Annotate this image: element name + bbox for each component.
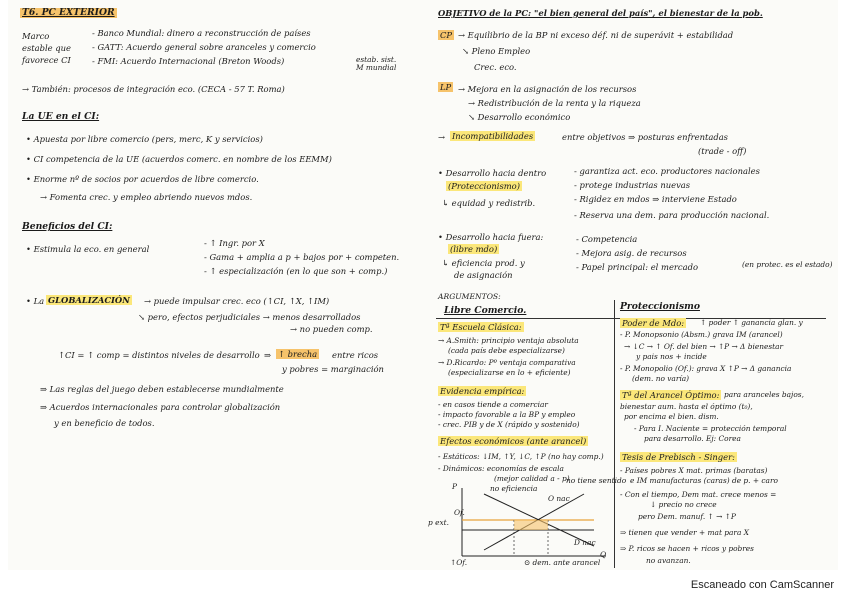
poder-item: ↑ poder ↑ ganancia glan. y xyxy=(700,318,803,327)
brecha-arrow: ⇒ xyxy=(264,350,272,360)
tambien-text: → También: procesos de integración eco. (CECA - 57 T. Roma) xyxy=(22,84,285,94)
lp-tag: LP xyxy=(440,82,452,92)
col-libre-comercio: Libre Comercio. xyxy=(444,305,527,316)
ue-item: • CI competencia de la UE (acuerdos comerc. en nombre de los EEMM) xyxy=(26,154,332,164)
efectos-item: (mejor calidad a - p) xyxy=(494,474,570,483)
tariff-graph xyxy=(444,484,612,566)
tesis-item: ↓ precio no crece xyxy=(650,500,717,509)
ci-formula: ↑CI = ↑ comp = distintos niveles de desarrollo xyxy=(58,350,260,360)
incompat-text: entre objetivos ⇒ posturas enfrentadas xyxy=(562,132,728,142)
tesis-item: ⇒ P. ricos se hacen + ricos y pobres xyxy=(620,544,754,553)
conclusion: y en beneficio de todos. xyxy=(54,418,155,428)
tradeoff: (trade - off) xyxy=(698,146,747,156)
pobres-text: y pobres = marginación xyxy=(282,364,384,374)
graph-label: no tiene sentido xyxy=(566,476,627,485)
ue-item: → Fomenta crec. y empleo abriendo nuevos mdos. xyxy=(40,192,253,202)
poder-item: - P. Monopsonio (Absm.) grava IM (arancel) xyxy=(620,330,783,339)
arancel-item: para desarrollo. Ej: Corea xyxy=(644,434,741,443)
fuera-box: (libre mdo) xyxy=(450,244,498,254)
left-page xyxy=(8,0,426,570)
objetivo-text: OBJETIVO de la PC: "el bien general del país", el bienestar de la pob. xyxy=(438,8,763,18)
escuela-item: (especializarse en lo + eficiente) xyxy=(448,368,571,377)
poder-item: → ↓C → ↑ Of. del bien → ↑P → Δ bienestar xyxy=(624,342,784,351)
dentro-item: - Reserva una dem. para producción nacional. xyxy=(574,210,770,220)
dentro-left: ↳ equidad y redistrib. xyxy=(442,198,536,208)
beneficios-item: - ↑ Ingr. por X xyxy=(204,238,265,248)
beneficios-item: - Gama + amplia a p + bajos por + competen. xyxy=(204,252,400,262)
ue-item: • Apuesta por libre comercio (pers, merc, K y servicios) xyxy=(26,134,263,144)
conclusion: ⇒ Las reglas del juego deben establecerse mundialmente xyxy=(40,384,284,394)
dentro-box: (Proteccionismo) xyxy=(448,181,520,191)
arancel-item: para aranceles bajos, xyxy=(724,390,804,399)
table-divider xyxy=(614,300,615,568)
marco-note: estab. sist. M mundial xyxy=(356,55,397,72)
escuela-item: → A.Smith: principio ventaja absoluta xyxy=(438,336,579,345)
glob-lead: • La xyxy=(26,296,45,306)
efectos-heading: Efectos económicos (ante arancel) xyxy=(440,436,587,446)
graph-label: O nac xyxy=(548,494,570,503)
graph-axis-p: P xyxy=(452,482,457,491)
tesis-heading: Tesis de Prebisch - Singer: xyxy=(622,452,735,462)
glob-sub: ↘ pero, efectos perjudiciales → menos desarrollados xyxy=(138,312,361,322)
marco-item: - FMI: Acuerdo Internacional (Breton Woods) xyxy=(92,56,285,66)
argumentos-label: ARGUMENTOS: xyxy=(438,292,501,301)
cp-tag: CP xyxy=(440,30,453,40)
efectos-item: - Dinámicos: economías de escala xyxy=(438,464,564,473)
fuera-note: (en protec. es el estado) xyxy=(742,260,833,269)
fuera-left: de asignación xyxy=(454,270,513,280)
right-page xyxy=(424,0,838,570)
cp-text: → Equilibrio de la BP ni exceso déf. ni de superávit + estabilidad xyxy=(458,30,734,40)
tesis-item: pero Dem. manuf. ↑ → ↑P xyxy=(638,512,736,521)
graph-label: p ext. xyxy=(428,518,449,527)
ue-item: • Enorme nº de socios por acuerdos de libre comercio. xyxy=(26,174,259,184)
brecha-term: ↑ brecha xyxy=(278,349,318,359)
dentro-item: - garantiza act. eco. productores nacionales xyxy=(574,166,760,176)
arancel-item: bienestar aum. hasta el óptimo (t₀), xyxy=(620,402,753,411)
incompatibilidades-term: Incompatibilidades xyxy=(452,131,534,141)
escuela-heading: Tª Escuela Clásica: xyxy=(440,322,522,332)
tesis-item: - Países pobres X mat. primas (baratas) xyxy=(620,466,768,475)
glob-sub: → no pueden comp. xyxy=(290,324,373,334)
fuera-left: ↳ eficiencia prod. y xyxy=(442,258,525,268)
poder-item: - P. Monopolio (Of.): grava X ↑P → Δ ganancia xyxy=(620,364,792,373)
dentro-item: - protege industrias nuevas xyxy=(574,180,691,190)
evidencia-heading: Evidencia empírica: xyxy=(440,386,525,396)
graph-label: ⊙ dem. ante arancel xyxy=(524,558,601,567)
fuera-title: • Desarrollo hacia fuera: xyxy=(438,232,544,242)
lp-item: → Mejora en la asignación de los recursos xyxy=(458,84,637,94)
escuela-item: → D.Ricardo: Pº ventaja comparativa xyxy=(438,358,576,367)
ue-heading: La UE en el CI: xyxy=(22,111,100,122)
fuera-item: - Competencia xyxy=(576,234,638,244)
beneficios-lead: • Estimula la eco. en general xyxy=(26,244,150,254)
marco-label: Marco estable que favorece CI xyxy=(22,31,71,65)
scanner-watermark: Escaneado con CamScanner xyxy=(690,579,834,591)
cp-sub: Crec. eco. xyxy=(474,62,517,72)
cp-sub: ↘ Pleno Empleo xyxy=(462,46,531,56)
dentro-item: - Rigidez en mdos ⇒ interviene Estado xyxy=(574,194,737,204)
fuera-item: - Mejora asig. de recursos xyxy=(576,248,687,258)
graph-label: Of. xyxy=(454,508,465,517)
graph-label: no eficiencia xyxy=(490,484,538,493)
arancel-heading: Tª del Arancel Óptimo: xyxy=(622,390,720,400)
glob-text: → puede impulsar crec. eco (↑CI, ↑X, ↑IM) xyxy=(144,296,330,306)
poder-heading: Poder de Mdo: xyxy=(622,318,685,328)
tesis-item: ⇒ tienen que vender + mat para X xyxy=(620,528,749,537)
poder-item: y pais nos + incide xyxy=(636,352,707,361)
evidencia-item: - crec. PIB y de X (rápido y sostenido) xyxy=(438,420,580,429)
evidencia-item: - en casos tiende a comerciar xyxy=(438,400,548,409)
page-title: T6. PC EXTERIOR xyxy=(22,7,115,18)
escuela-item: (cada país debe especializarse) xyxy=(448,346,565,355)
conclusion: ⇒ Acuerdos internacionales para controlar globalización xyxy=(40,402,281,412)
dentro-title: • Desarrollo hacia dentro xyxy=(438,168,547,178)
efectos-item: - Estáticos: ↓IM, ↑Y, ↓C, ↑P (no hay comp.) xyxy=(438,452,604,461)
arancel-item: por encima el bien. dism. xyxy=(624,412,719,421)
beneficios-item: - ↑ especialización (en lo que son + comp.) xyxy=(204,266,388,276)
graph-label: D nac xyxy=(574,538,596,547)
tesis-item: no avanzan. xyxy=(646,556,691,565)
brecha-post: entre ricos xyxy=(332,350,379,360)
lp-item: → Redistribución de la renta y la riqueza xyxy=(468,98,641,108)
globalizacion-term: GLOBALIZACIÓN xyxy=(48,295,130,305)
poder-item: (dem. no varía) xyxy=(632,374,690,383)
beneficios-heading: Beneficios del CI: xyxy=(22,221,113,232)
arancel-item: - Para I. Naciente = protección temporal xyxy=(634,424,787,433)
col-proteccionismo: Proteccionismo xyxy=(620,301,700,312)
graph-label: ↑Of. xyxy=(450,558,468,567)
evidencia-item: - impacto favorable a la BP y empleo xyxy=(438,410,576,419)
fuera-item: - Papel principal: el mercado xyxy=(576,262,699,272)
marco-item: - Banco Mundial: dinero a reconstrucción de países xyxy=(92,28,311,38)
tesis-item: e IM manufacturas (caras) de p. + caro xyxy=(630,476,778,485)
tesis-item: - Con el tiempo, Dem mat. crece menos = xyxy=(620,490,777,499)
incompat-arrow: → xyxy=(438,132,446,142)
graph-axis-q: Q xyxy=(600,550,607,559)
lp-item: ↘ Desarrollo económico xyxy=(468,112,571,122)
marco-item: - GATT: Acuerdo general sobre aranceles y comercio xyxy=(92,42,316,52)
